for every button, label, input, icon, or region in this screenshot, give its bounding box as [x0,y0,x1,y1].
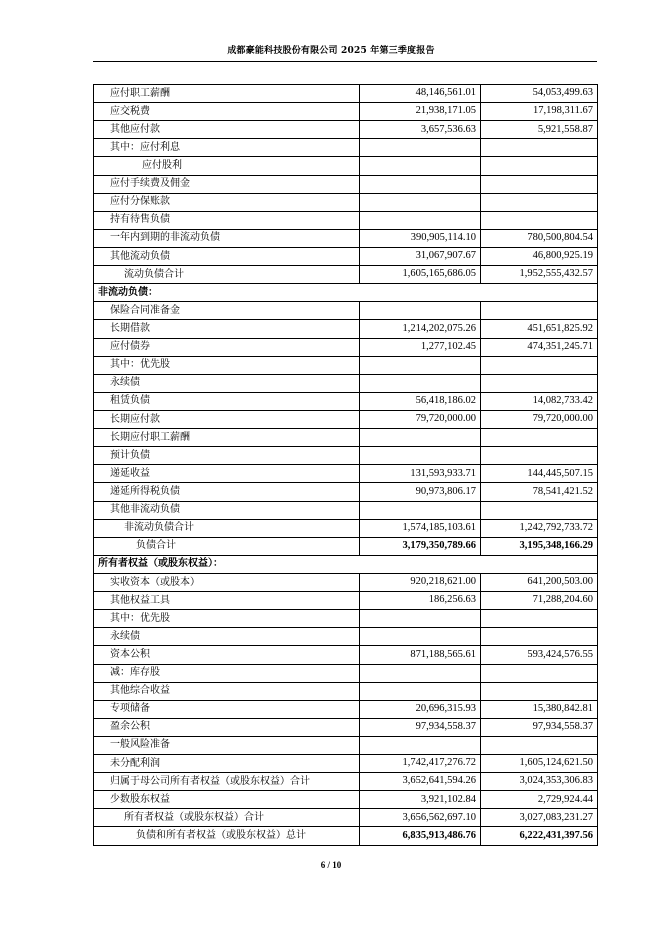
row-label: 一年内到期的非流动负债 [94,229,360,247]
table-row [94,266,598,284]
value-prior-period: 97,934,558.37 [481,718,598,736]
table-row [94,755,598,773]
value-current-period: 186,256.63 [360,592,481,610]
table-row [94,736,598,754]
value-current-period [360,429,481,447]
table-row [94,302,598,320]
value-prior-period: 54,053,499.63 [481,85,598,103]
table-row [94,374,598,392]
row-label: 一般风险准备 [94,736,360,754]
value-current-period: 1,277,102.45 [360,338,481,356]
header-rule [93,61,597,62]
value-current-period: 31,067,907.67 [360,247,481,265]
table-row [94,103,598,121]
value-current-period [360,193,481,211]
value-current-period: 97,934,558.37 [360,718,481,736]
row-label: 减：库存股 [94,664,360,682]
value-current-period: 920,218,621.00 [360,573,481,591]
value-prior-period: 3,024,353,306.83 [481,773,598,791]
row-label: 递延所得税负债 [94,483,360,501]
row-label: 少数股东权益 [94,791,360,809]
value-current-period: 871,188,565.61 [360,646,481,664]
value-current-period: 90,973,806.17 [360,483,481,501]
table-row [94,628,598,646]
value-prior-period: 17,198,311.67 [481,103,598,121]
row-label: 其中：优先股 [94,610,360,628]
value-prior-period: 451,651,825.92 [481,320,598,338]
value-prior-period: 641,200,503.00 [481,573,598,591]
value-current-period: 3,656,562,697.10 [360,809,481,827]
row-label: 所有者权益（或股东权益）合计 [94,809,360,827]
value-current-period [360,157,481,175]
table-row [94,410,598,428]
value-current-period [360,356,481,374]
value-current-period [360,736,481,754]
value-prior-period: 3,195,348,166.29 [481,537,598,555]
table-row [94,483,598,501]
value-current-period: 3,652,641,594.26 [360,773,481,791]
table-row [94,646,598,664]
value-prior-period: 474,351,245.71 [481,338,598,356]
row-label: 负债和所有者权益（或股东权益）总计 [94,827,360,845]
value-current-period [360,682,481,700]
row-label: 长期应付职工薪酬 [94,429,360,447]
value-current-period [360,447,481,465]
row-label: 其他权益工具 [94,592,360,610]
value-prior-period: 1,605,124,621.50 [481,755,598,773]
value-prior-period [481,447,598,465]
value-current-period: 79,720,000.00 [360,410,481,428]
value-prior-period [481,664,598,682]
value-current-period [360,374,481,392]
value-current-period: 3,657,536.63 [360,121,481,139]
value-prior-period: 71,288,204.60 [481,592,598,610]
value-current-period: 1,574,185,103.61 [360,519,481,537]
table-row [94,610,598,628]
value-current-period: 21,938,171.05 [360,103,481,121]
row-label: 递延收益 [94,465,360,483]
row-label: 预计负债 [94,447,360,465]
value-prior-period [481,501,598,519]
table-row [94,85,598,103]
value-current-period: 1,605,165,686.05 [360,266,481,284]
value-prior-period: 78,541,421.52 [481,483,598,501]
table-row [94,519,598,537]
table-row [94,773,598,791]
row-label: 应付债券 [94,338,360,356]
value-prior-period [481,175,598,193]
value-prior-period [481,157,598,175]
value-prior-period [481,682,598,700]
value-current-period: 48,146,561.01 [360,85,481,103]
table-row [94,447,598,465]
value-prior-period: 1,242,792,733.72 [481,519,598,537]
row-label: 应交税费 [94,103,360,121]
table-row [94,429,598,447]
value-prior-period [481,302,598,320]
value-prior-period: 46,800,925.19 [481,247,598,265]
table-row [94,356,598,374]
value-prior-period [481,610,598,628]
row-label: 其中：应付利息 [94,139,360,157]
row-label: 应付职工薪酬 [94,85,360,103]
value-current-period [360,139,481,157]
value-prior-period: 2,729,924.44 [481,791,598,809]
value-prior-period: 593,424,576.55 [481,646,598,664]
value-prior-period: 3,027,083,231.27 [481,809,598,827]
table-row [94,139,598,157]
table-row [94,573,598,591]
value-prior-period [481,356,598,374]
table-row [94,682,598,700]
table-row [94,247,598,265]
row-label: 其他应付款 [94,121,360,139]
page-header: 成都豪能科技股份有限公司 2025 年第三季度报告 [227,46,435,56]
row-label: 未分配利润 [94,755,360,773]
table-row [94,157,598,175]
value-prior-period [481,211,598,229]
row-label: 应付分保账款 [94,193,360,211]
table-row [94,175,598,193]
value-current-period [360,610,481,628]
row-label: 保险合同准备金 [94,302,360,320]
row-label: 长期借款 [94,320,360,338]
value-prior-period [481,429,598,447]
table-row [94,791,598,809]
value-current-period: 131,593,933.71 [360,465,481,483]
value-current-period: 1,742,417,276.72 [360,755,481,773]
table-row [94,465,598,483]
row-label: 其他综合收益 [94,682,360,700]
section-title: 所有者权益（或股东权益）： [94,555,598,573]
row-label: 资本公积 [94,646,360,664]
table-row [94,392,598,410]
value-current-period [360,501,481,519]
row-label: 应付手续费及佣金 [94,175,360,193]
table-row [94,320,598,338]
value-current-period: 1,214,202,075.26 [360,320,481,338]
value-prior-period: 780,500,804.54 [481,229,598,247]
row-label: 实收资本（或股本） [94,573,360,591]
value-current-period: 3,921,102.84 [360,791,481,809]
value-prior-period [481,139,598,157]
section-header-row [94,555,598,573]
row-label: 盈余公积 [94,718,360,736]
table-row [94,809,598,827]
value-current-period [360,211,481,229]
value-prior-period [481,736,598,754]
value-prior-period [481,193,598,211]
table-row [94,700,598,718]
value-prior-period [481,628,598,646]
value-prior-period [481,374,598,392]
table-row [94,592,598,610]
row-label: 应付股利 [94,157,360,175]
row-label: 负债合计 [94,537,360,555]
balance-sheet-body [94,85,598,846]
value-current-period: 20,696,315.93 [360,700,481,718]
row-label: 永续债 [94,628,360,646]
row-label: 专项储备 [94,700,360,718]
row-label: 租赁负债 [94,392,360,410]
value-current-period [360,302,481,320]
value-current-period [360,664,481,682]
value-prior-period: 6,222,431,397.56 [481,827,598,845]
row-label: 长期应付款 [94,410,360,428]
value-prior-period: 5,921,558.87 [481,121,598,139]
row-label: 永续债 [94,374,360,392]
row-label: 持有待售负债 [94,211,360,229]
value-current-period: 6,835,913,486.76 [360,827,481,845]
value-prior-period: 144,445,507.15 [481,465,598,483]
table-row [94,338,598,356]
value-prior-period: 1,952,555,432.57 [481,266,598,284]
section-title: 非流动负债： [94,284,598,302]
value-current-period [360,175,481,193]
row-label: 归属于母公司所有者权益（或股东权益）合计 [94,773,360,791]
table-row [94,664,598,682]
value-current-period: 3,179,350,789.66 [360,537,481,555]
value-prior-period: 14,082,733.42 [481,392,598,410]
table-row [94,827,598,845]
table-row [94,501,598,519]
balance-sheet-table [93,84,598,846]
table-row [94,718,598,736]
value-prior-period: 79,720,000.00 [481,410,598,428]
row-label: 非流动负债合计 [94,519,360,537]
page-number: 6 / 10 [320,860,342,870]
table-row [94,193,598,211]
row-label: 流动负债合计 [94,266,360,284]
table-row [94,537,598,555]
section-header-row [94,284,598,302]
table-row [94,211,598,229]
table-row [94,121,598,139]
value-current-period: 390,905,114.10 [360,229,481,247]
value-current-period: 56,418,186.02 [360,392,481,410]
table-row [94,229,598,247]
value-current-period [360,628,481,646]
row-label: 其他流动负债 [94,247,360,265]
row-label: 其中：优先股 [94,356,360,374]
value-prior-period: 15,380,842.81 [481,700,598,718]
row-label: 其他非流动负债 [94,501,360,519]
